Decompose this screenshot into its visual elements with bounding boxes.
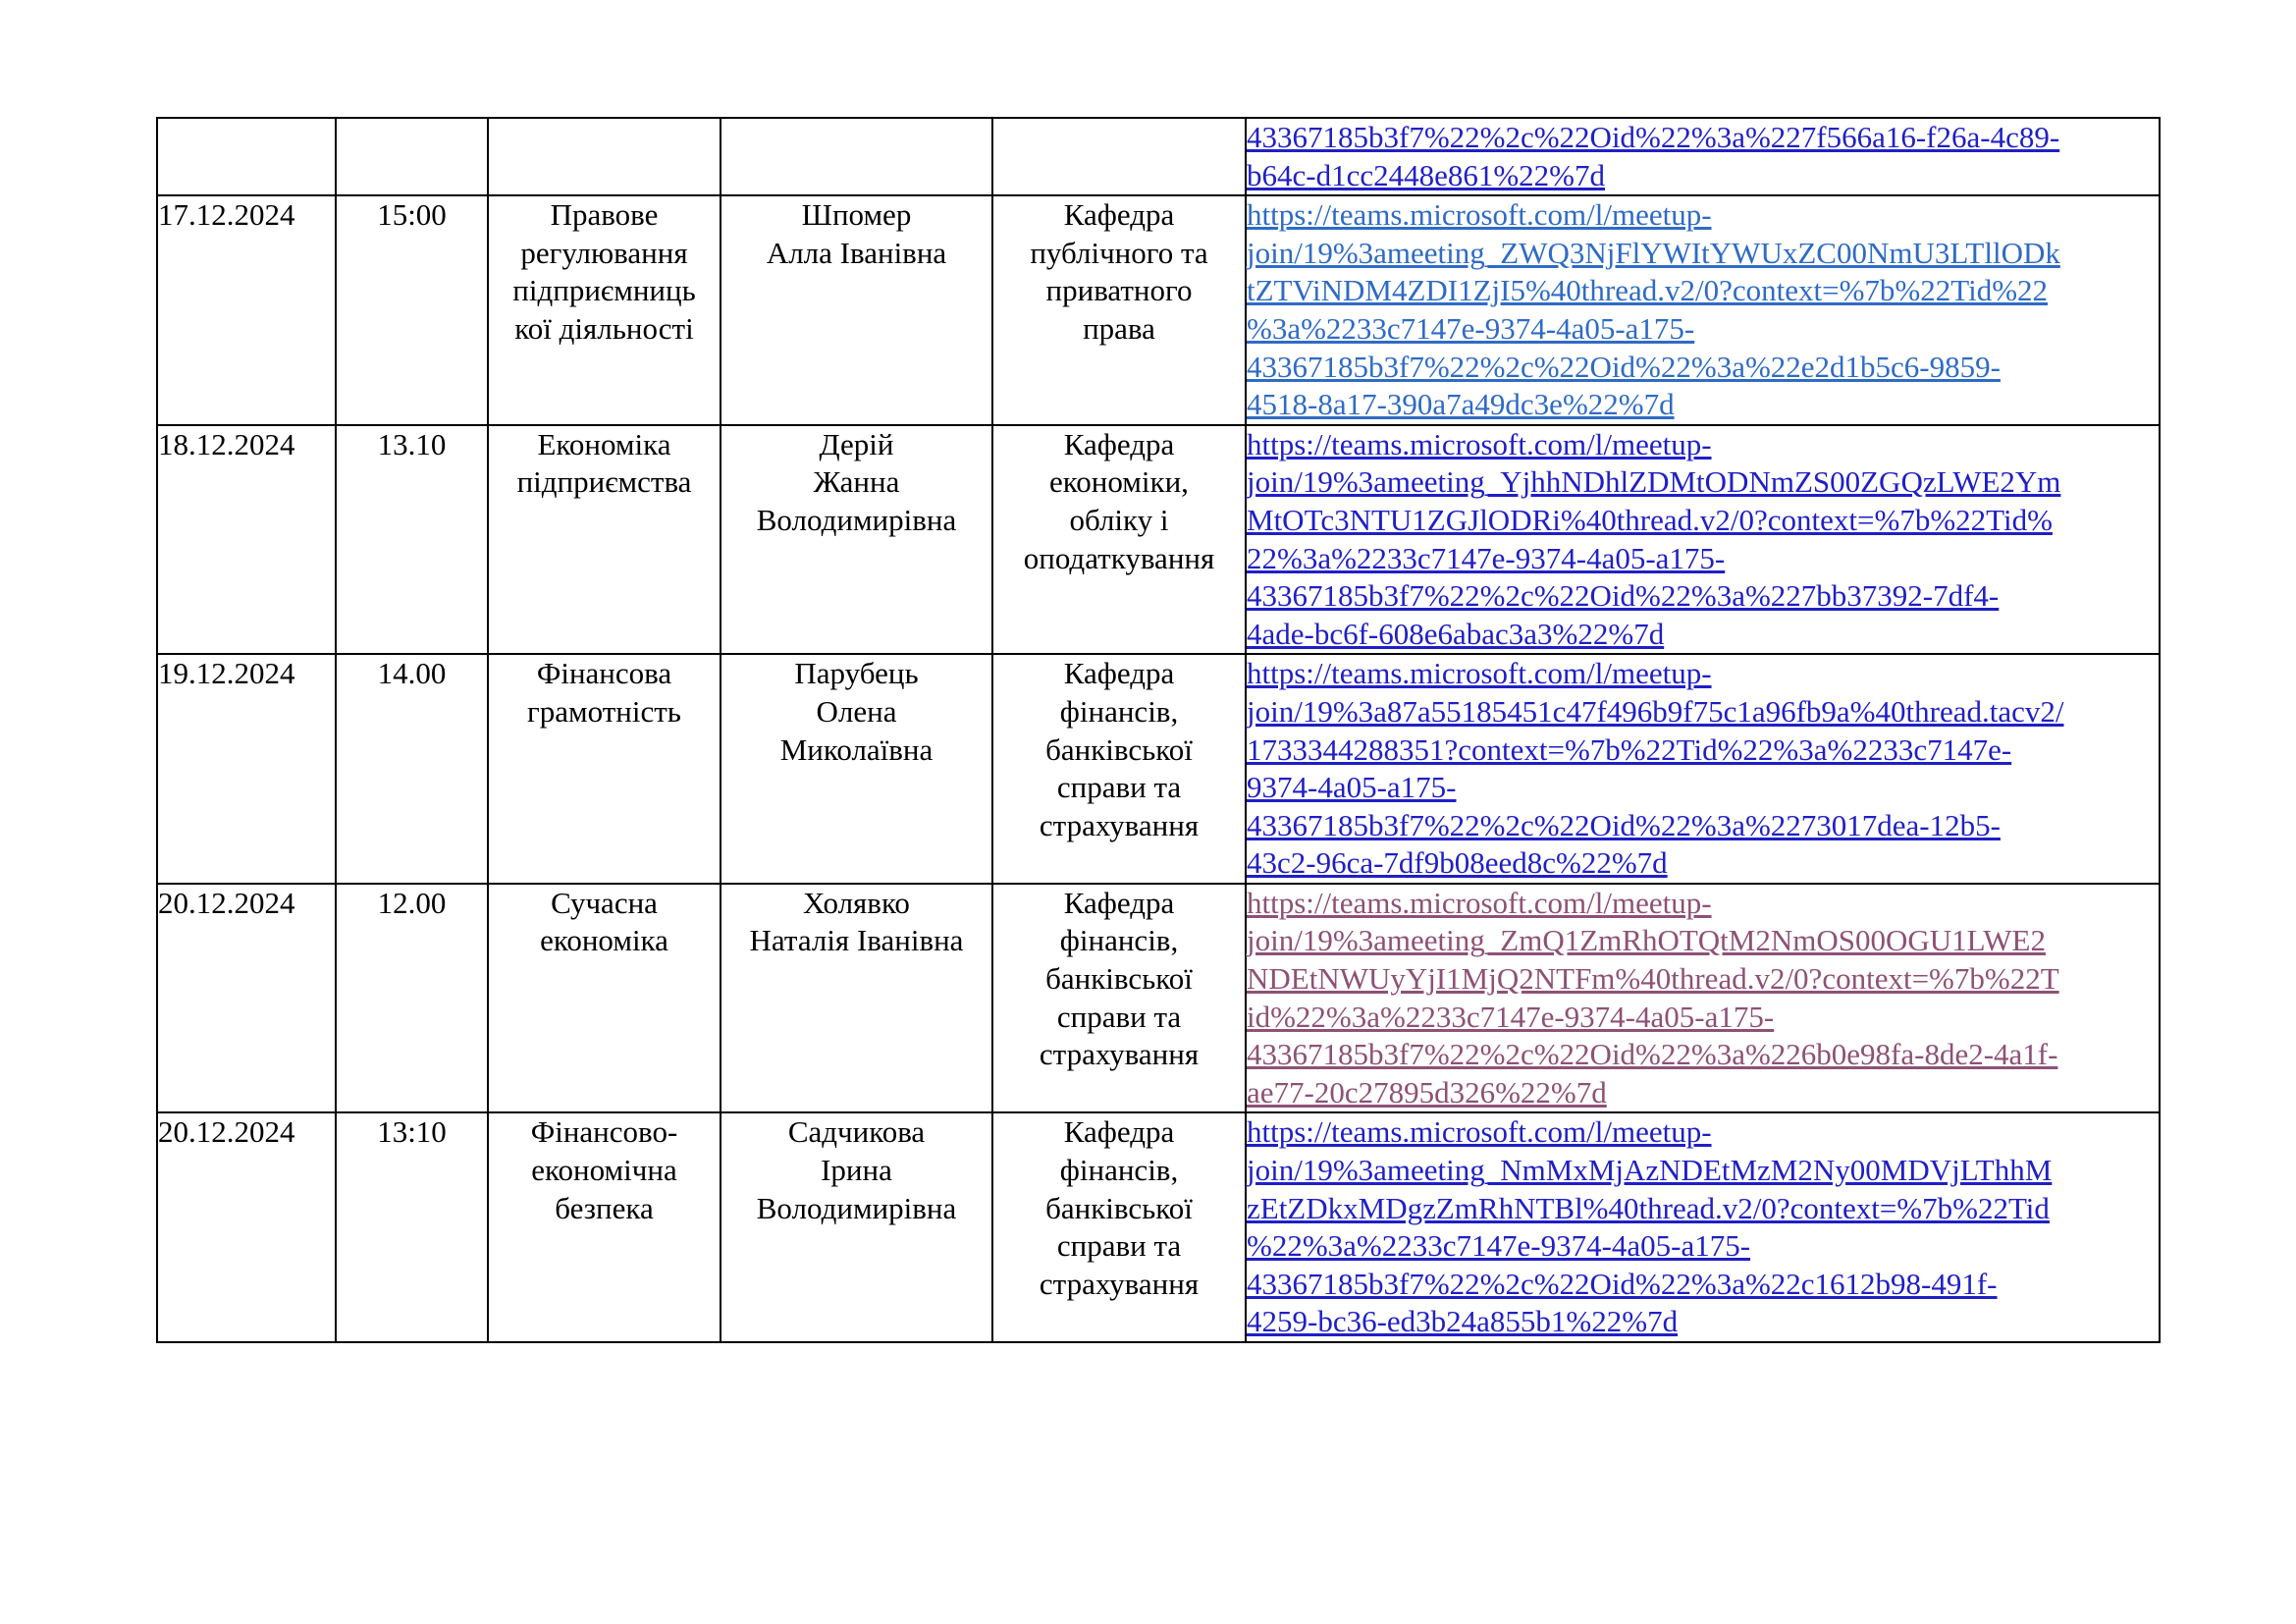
- department-line: приватного: [1045, 273, 1193, 308]
- meeting-link-line[interactable]: id%22%3a%2233c7147e-9374-4a05-a175-: [1247, 999, 1775, 1034]
- meeting-link-cell: [1246, 118, 2160, 195]
- teacher-name-line: Садчикова: [787, 1114, 926, 1150]
- table-row: [157, 1112, 2160, 1342]
- meeting-link-line[interactable]: zEtZDkxMDgzZmRhNTBl%40thread.v2/0?context=%7b%22Tid: [1247, 1190, 2050, 1225]
- course-name-line: Економіка: [537, 426, 671, 461]
- date-cell: [157, 118, 336, 195]
- course-name-line: Сучасна: [551, 885, 658, 920]
- date-cell: 17.12.2024: [157, 195, 336, 425]
- department-line: банківської: [1045, 731, 1193, 767]
- course-cell: [488, 118, 721, 195]
- meeting-link-line[interactable]: join/19%3a87a55185451c47f496b9f75c1a96fb9a%40thread.tacv2/: [1247, 693, 2064, 729]
- course-name-line: кої діяльності: [514, 310, 694, 346]
- course-name-line: Фінансова: [536, 656, 672, 691]
- course-name-line: підприємства: [516, 464, 692, 500]
- teacher-cell: [721, 884, 992, 1113]
- meeting-link-line[interactable]: ae77-20c27895d326%22%7d: [1247, 1074, 1607, 1110]
- course-name-line: Фінансово-: [530, 1114, 678, 1150]
- department-line: фінансів,: [1059, 923, 1179, 958]
- teacher-name-line: Парубець: [794, 656, 919, 691]
- table-row: [157, 884, 2160, 1113]
- department-line: Кафедра: [1063, 656, 1175, 691]
- meeting-link-cell: [1246, 1112, 2160, 1342]
- teacher-name-line: Наталія Іванівна: [749, 923, 964, 958]
- teacher-name-line: Володимирівна: [756, 502, 957, 537]
- date-cell: 19.12.2024: [157, 654, 336, 884]
- meeting-link-line[interactable]: NDEtNWUyYjI1MjQ2NTFm%40thread.v2/0?context=%7b%22T: [1247, 961, 2059, 997]
- department-line: страхування: [1039, 1266, 1200, 1301]
- teacher-name-line: Алла Іванівна: [766, 235, 947, 270]
- department-cell: [992, 195, 1246, 425]
- meeting-link-line[interactable]: 4259-bc36-ed3b24a855b1%22%7d: [1247, 1304, 1679, 1339]
- teacher-name-line: Дерій: [819, 426, 894, 461]
- meeting-link-line[interactable]: 43367185b3f7%22%2c%22Oid%22%3a%22e2d1b5c6-9859-: [1247, 349, 2001, 384]
- department-cell: [992, 884, 1246, 1113]
- department-line: фінансів,: [1059, 1153, 1179, 1188]
- date-cell: 20.12.2024: [157, 1112, 336, 1342]
- time-cell: 14.00: [336, 654, 488, 884]
- meeting-link-line[interactable]: b64c-d1cc2448e861%22%7d: [1247, 157, 1606, 192]
- meeting-link-line[interactable]: 43367185b3f7%22%2c%22Oid%22%3a%2273017dea-12b5-: [1247, 807, 2001, 842]
- teacher-cell: [721, 425, 992, 655]
- meeting-link-line[interactable]: https://teams.microsoft.com/l/meetup-: [1247, 426, 1712, 461]
- course-name-line: безпека: [555, 1190, 654, 1225]
- meeting-link-cell: [1246, 425, 2160, 655]
- meeting-link-line[interactable]: 43367185b3f7%22%2c%22Oid%22%3a%226b0e98fa-8de2-4a1f-: [1247, 1037, 2058, 1072]
- department-line: оподаткування: [1023, 540, 1215, 575]
- meeting-link-line[interactable]: join/19%3ameeting_NmMxMjAzNDEtMzM2Ny00MDVjLThhM: [1247, 1153, 2053, 1188]
- department-line: страхування: [1039, 807, 1200, 842]
- meeting-link-line[interactable]: 22%3a%2233c7147e-9374-4a05-a175-: [1247, 540, 1726, 575]
- schedule-table: [156, 117, 2161, 1343]
- meeting-link-line[interactable]: 43367185b3f7%22%2c%22Oid%22%3a%22c1612b98-491f-: [1247, 1266, 1998, 1301]
- teacher-cell: [721, 195, 992, 425]
- course-name-line: підприємниць: [512, 273, 696, 308]
- meeting-link-line[interactable]: 4518-8a17-390a7a49dc3e%22%7d: [1247, 387, 1675, 422]
- teacher-name-line: Ірина: [821, 1153, 892, 1188]
- teacher-name-line: Жанна: [813, 464, 900, 500]
- department-line: права: [1083, 310, 1155, 346]
- department-line: Кафедра: [1063, 1114, 1175, 1150]
- course-name-line: регулювання: [520, 235, 688, 270]
- meeting-link-line[interactable]: https://teams.microsoft.com/l/meetup-: [1247, 885, 1712, 920]
- department-cell: [992, 118, 1246, 195]
- department-cell: [992, 654, 1246, 884]
- meeting-link-line[interactable]: join/19%3ameeting_YjhhNDhlZDMtODNmZS00ZGQzLWE2Ym: [1247, 464, 2061, 500]
- department-cell: [992, 1112, 1246, 1342]
- course-name-line: Правове: [550, 197, 659, 233]
- table-row: [157, 654, 2160, 884]
- teacher-name-line: Миколаївна: [779, 731, 934, 767]
- meeting-link-cell: [1246, 884, 2160, 1113]
- meeting-link-line[interactable]: 43367185b3f7%22%2c%22Oid%22%3a%227bb37392-7df4-: [1247, 578, 2000, 614]
- meeting-link-cell: [1246, 654, 2160, 884]
- department-line: справи та: [1056, 1228, 1182, 1264]
- department-line: Кафедра: [1063, 426, 1175, 461]
- department-line: обліку і: [1069, 502, 1169, 537]
- teacher-name-line: Володимирівна: [756, 1190, 957, 1225]
- time-cell: 12.00: [336, 884, 488, 1113]
- course-cell: [488, 654, 721, 884]
- department-line: публічного та: [1030, 235, 1208, 270]
- course-cell: [488, 195, 721, 425]
- department-line: справи та: [1056, 770, 1182, 805]
- meeting-link-line[interactable]: https://teams.microsoft.com/l/meetup-: [1247, 197, 1712, 233]
- teacher-cell: [721, 1112, 992, 1342]
- teacher-name-line: Холявко: [803, 885, 910, 920]
- course-name-line: економіка: [540, 923, 668, 958]
- meeting-link-line[interactable]: 9374-4a05-a175-: [1247, 770, 1457, 805]
- table-row: [157, 425, 2160, 655]
- course-cell: [488, 884, 721, 1113]
- meeting-link-line[interactable]: tZTViNDM4ZDI1ZjI5%40thread.v2/0?context=%7b%22Tid%22: [1247, 273, 2049, 308]
- department-line: страхування: [1039, 1037, 1200, 1072]
- meeting-link-line[interactable]: 4ade-bc6f-608e6abac3a3%22%7d: [1247, 616, 1665, 651]
- course-name-line: економічна: [531, 1153, 677, 1188]
- meeting-link-line[interactable]: %22%3a%2233c7147e-9374-4a05-a175-: [1247, 1228, 1751, 1264]
- time-cell: 13.10: [336, 425, 488, 655]
- course-name-line: грамотність: [527, 693, 681, 729]
- meeting-link-line[interactable]: MtOTc3NTU1ZGJlODRi%40thread.v2/0?context=%7b%22Tid%: [1247, 502, 2053, 537]
- department-line: фінансів,: [1059, 693, 1179, 729]
- course-cell: [488, 425, 721, 655]
- meeting-link-line[interactable]: https://teams.microsoft.com/l/meetup-: [1247, 656, 1712, 691]
- date-cell: 18.12.2024: [157, 425, 336, 655]
- department-line: справи та: [1056, 999, 1182, 1034]
- teacher-name-line: Олена: [816, 693, 897, 729]
- meeting-link-line[interactable]: join/19%3ameeting_ZmQ1ZmRhOTQtM2NmOS00OGU1LWE2: [1247, 923, 2046, 958]
- teacher-name-line: Шпомер: [801, 197, 912, 233]
- meeting-link-line[interactable]: 43367185b3f7%22%2c%22Oid%22%3a%227f566a16-f26a-4c89-: [1247, 120, 2060, 154]
- meeting-link-cell: [1246, 195, 2160, 425]
- department-line: економіки,: [1049, 464, 1189, 500]
- department-cell: [992, 425, 1246, 655]
- table-row: [157, 195, 2160, 425]
- meeting-link-line[interactable]: 43c2-96ca-7df9b08eed8c%22%7d: [1247, 845, 1668, 881]
- course-cell: [488, 1112, 721, 1342]
- teacher-cell: [721, 654, 992, 884]
- date-cell: 20.12.2024: [157, 884, 336, 1113]
- department-line: банківської: [1045, 1190, 1193, 1225]
- department-line: Кафедра: [1063, 885, 1175, 920]
- meeting-link-line[interactable]: 1733344288351?context=%7b%22Tid%22%3a%2233c7147e-: [1247, 731, 2012, 767]
- department-line: Кафедра: [1063, 197, 1175, 233]
- table-row: [157, 118, 2160, 195]
- teacher-cell: [721, 118, 992, 195]
- meeting-link-line[interactable]: https://teams.microsoft.com/l/meetup-: [1247, 1114, 1712, 1150]
- meeting-link-line[interactable]: join/19%3ameeting_ZWQ3NjFlYWItYWUxZC00NmU3LTllODk: [1247, 235, 2060, 270]
- schedule-table-body: [157, 118, 2160, 1342]
- time-cell: [336, 118, 488, 195]
- time-cell: 15:00: [336, 195, 488, 425]
- meeting-link-line[interactable]: %3a%2233c7147e-9374-4a05-a175-: [1247, 310, 1695, 346]
- time-cell: 13:10: [336, 1112, 488, 1342]
- department-line: банківської: [1045, 961, 1193, 997]
